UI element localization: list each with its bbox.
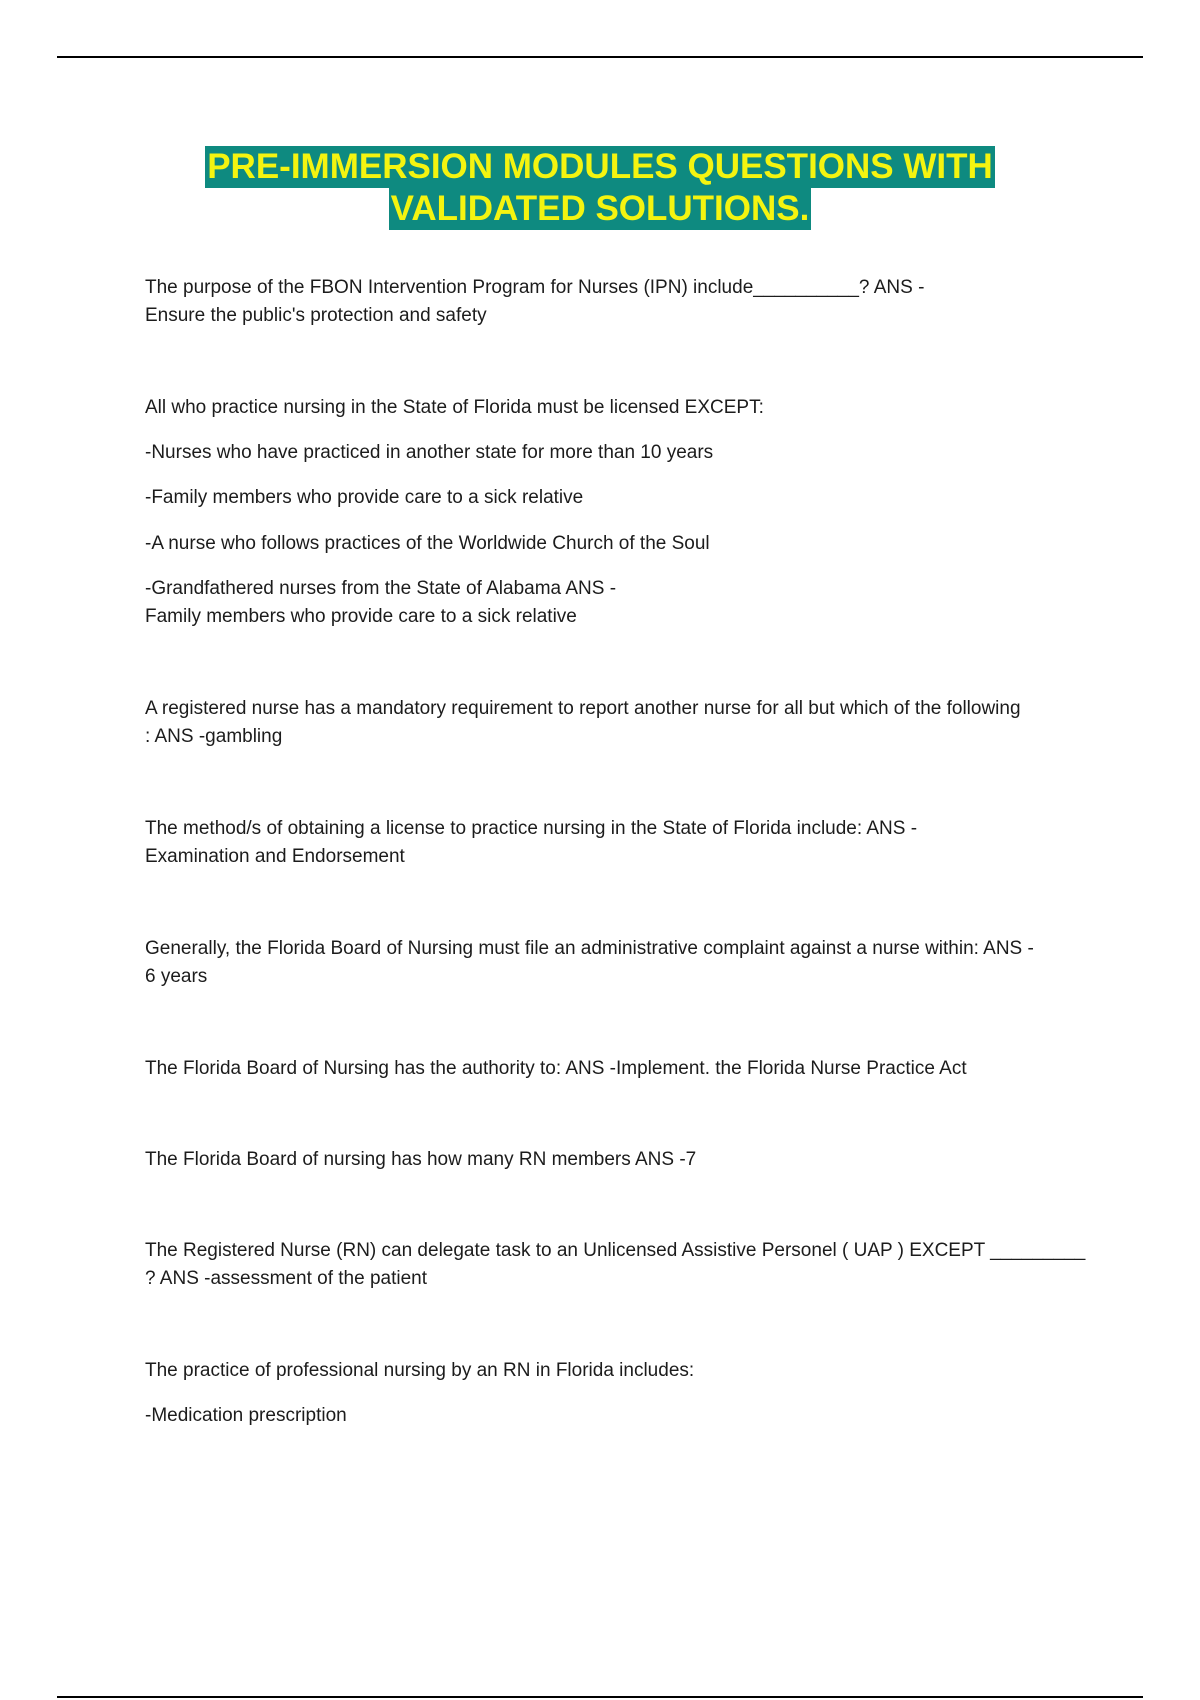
title-line-1: PRE-IMMERSION MODULES QUESTIONS WITH [207,147,993,186]
question-paragraph: The Florida Board of Nursing has the authority to: ANS -Implement. the Florida Nurse Practice Act [145,1058,967,1079]
bottom-rule [57,1696,1143,1698]
answer-option: -A nurse who follows practices of the Worldwide Church of the Soul [145,533,710,554]
top-rule [57,56,1143,58]
question-paragraph: All who practice nursing in the State of Florida must be licensed EXCEPT: [145,397,764,418]
document-title [0,146,1200,230]
answer-option: -Grandfathered nurses from the State of Alabama ANS - Family members who provide care to a sick relative [145,578,617,627]
question-paragraph: The Florida Board of nursing has how many RN members ANS -7 [145,1149,697,1170]
answer-option: -Medication prescription [145,1405,347,1426]
question-paragraph: The practice of professional nursing by an RN in Florida includes: [145,1360,695,1381]
question-paragraph: Generally, the Florida Board of Nursing must file an administrative complaint against a nurse within: ANS - 6 years [145,938,1034,987]
title-line-2: VALIDATED SOLUTIONS. [390,189,810,228]
question-paragraph: A registered nurse has a mandatory requirement to report another nurse for all but which of the following : ANS -gambling [145,698,1021,747]
question-paragraph: The Registered Nurse (RN) can delegate task to an Unlicensed Assistive Personel ( UAP ) EXCEPT _________ ? ANS -assessment of the patient [145,1240,1086,1289]
answer-option: -Family members who provide care to a sick relative [145,487,584,508]
question-paragraph: The purpose of the FBON Intervention Program for Nurses (IPN) include__________? ANS - Ensure the public's protection and safety [145,277,925,326]
question-paragraph: The method/s of obtaining a license to practice nursing in the State of Florida include: ANS - Examination and Endorsement [145,818,918,867]
answer-option: -Nurses who have practiced in another state for more than 10 years [145,442,714,463]
